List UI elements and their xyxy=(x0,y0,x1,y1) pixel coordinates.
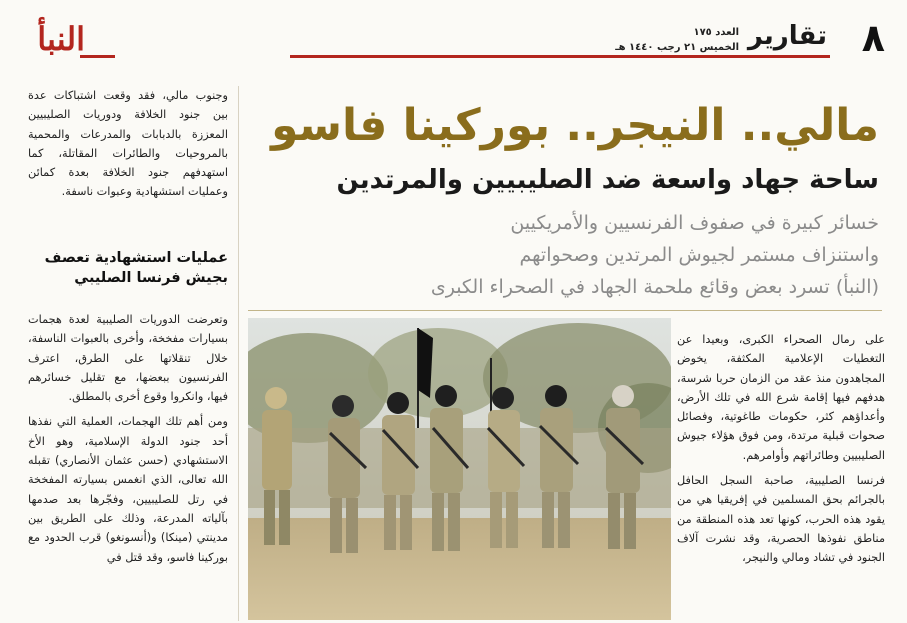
right-column-body xyxy=(677,330,885,574)
paragraph: فرنسا الصليبية، صاحبة السجل الحافل بالجرائم بحق المسلمين في إفريقيا هي من يقود هذه الحرب، كونها تعد هذه المنطقة من مناطق نفوذها الحصرية، وقد نشرت آلاف الجنود في تشاد ومالي والنيجر، xyxy=(677,474,885,565)
paragraph: على رمال الصحراء الكبرى، وبعيدا عن التغطيات الإعلامية المكثفة، يخوض المجاهدون منذ عقد من الزمان حربا شرسة، هدفهم فيها إقامة شرع الله في تلك الأرض، وأعداؤهم كثر، حكومات طاغوتية، وفصائل صحوات قبلية مرتدة، ومن فوق هؤلاء جيوش الصليبيين وطائراتهم وأوامرهم. xyxy=(677,333,885,462)
left-column-heading xyxy=(28,248,228,288)
deck-line: خسائر كبيرة في صفوف الفرنسيين والأمريكيين xyxy=(510,212,879,234)
main-headline: مالي.. النيجر.. بوركينا فاسو xyxy=(271,100,879,151)
heading-line: بجيش فرنسا الصليبي xyxy=(74,270,228,286)
photo-illustration xyxy=(248,318,671,620)
logo-text: النبأ xyxy=(37,20,85,58)
issue-number: العدد ١٧٥ xyxy=(693,27,739,38)
page-number: ٨ xyxy=(861,16,885,60)
paragraph: وتعرضت الدوريات الصليبية لعدة هجمات بسيارات مفخخة، وأخرى بالعبوات الناسفة، خلال تنقلاتها على الطرق، اعترف الفرنسيون ببعضها، مع تقليل خسائرهم فيها، وانكروا وقوع أخرى بالمطلق. xyxy=(28,313,228,404)
left-column-body xyxy=(28,310,228,573)
deck-line: (النبأ) تسرد بعض وقائع ملحمة الجهاد في الصحراء الكبرى xyxy=(430,276,879,298)
deck-line: واستنزاف مستمر لجيوش المرتدين وصحواتهم xyxy=(519,244,879,266)
subheadline: ساحة جهاد واسعة ضد الصليبيين والمرتدين xyxy=(336,165,879,195)
header-rule-left xyxy=(80,55,115,58)
publication-logo xyxy=(25,18,85,64)
section-title: تقارير xyxy=(747,21,827,51)
header-rule xyxy=(290,55,830,58)
issue-date: الخميس ٢١ رجب ١٤٤٠ هـ xyxy=(615,42,739,53)
heading-line: عمليات استشهادية تعصف xyxy=(44,250,228,266)
left-column-intro: وجنوب مالي، فقد وقعت اشتباكات عدة بين جنود الخلافة ودوريات الصليبيين المعززة بالدبابات والمدرعات والمحمية بالمروحيات والطائرات المقاتلة، كما استهدفهم جنود الخلافة بعدة كمائن وعمليات استشهادية وعبوات ناسفة. xyxy=(28,89,228,199)
paragraph: ومن أهم تلك الهجمات، العملية التي نفذها أحد جنود الدولة الإسلامية، وهو الأخ الاستشهادي (حسن عثمان الأنصاري) تقبله الله تعالى، الذي انغمس بسيارته المفخخة في رتل للصليبيين، وفجّرها بعد صدمها بآلياته المدرعة، وذلك على الطريق بين مدينتي (مينكا) و(أنسونغو) قرب الحدود مع بوركينا فاسو، وقد قتل في xyxy=(28,415,228,564)
column-divider xyxy=(238,86,239,621)
title-divider xyxy=(248,310,882,311)
article-photo xyxy=(248,318,671,620)
